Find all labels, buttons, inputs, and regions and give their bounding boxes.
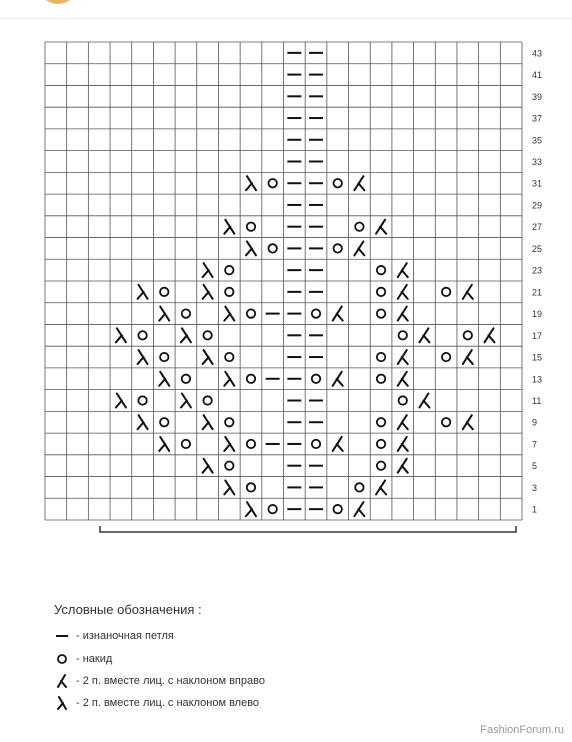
row-number: 5 xyxy=(532,461,538,472)
k2tog-right-symbol xyxy=(419,328,429,342)
yarn-over-symbol xyxy=(442,288,450,296)
k2tog-right-symbol xyxy=(333,437,343,451)
yarn-over-symbol xyxy=(377,375,385,383)
yarn-over-symbol xyxy=(377,309,385,317)
k2tog-left-symbol xyxy=(224,307,234,321)
yarn-over-symbol xyxy=(268,244,276,252)
legend-item-k2tog-left xyxy=(54,695,374,711)
k2tog-left-symbol xyxy=(246,502,256,516)
legend-text-k2tog-right: - 2 п. вместе лиц. с наклоном вправо xyxy=(76,675,265,687)
yarn-over-symbol xyxy=(312,309,320,317)
k2tog-left-symbol xyxy=(159,372,169,386)
k2tog-left-symbol xyxy=(224,437,234,451)
yarn-over-symbol xyxy=(182,440,190,448)
k2tog-right-symbol xyxy=(376,220,386,234)
k2tog-right-symbol xyxy=(398,263,408,277)
purl-icon xyxy=(54,628,76,644)
row-number: 19 xyxy=(532,309,543,320)
yarn-over-symbol xyxy=(355,483,363,491)
yarn-over-symbol xyxy=(442,418,450,426)
yarn-over-symbol xyxy=(160,288,168,296)
k2tog-right-symbol xyxy=(398,285,408,299)
row-number: 11 xyxy=(532,396,542,406)
repeat-bracket xyxy=(100,526,516,532)
k2tog-right-symbol xyxy=(398,307,408,321)
k2tog-left-symbol xyxy=(224,220,234,234)
yarn-over-symbol xyxy=(225,461,233,469)
yarn-over-symbol xyxy=(160,353,168,361)
row-number: 21 xyxy=(532,287,543,298)
yarn-over-symbol xyxy=(334,244,342,252)
yarn-over-symbol xyxy=(225,266,233,274)
yarn-over-symbol xyxy=(312,375,320,383)
k2tog-left-symbol xyxy=(181,394,191,408)
k2tog-right-symbol xyxy=(463,415,473,429)
yarn-over-symbol xyxy=(377,353,385,361)
row-number: 33 xyxy=(532,157,543,167)
k2tog-left-symbol xyxy=(246,241,256,255)
yarn-over-symbol xyxy=(247,375,255,383)
k2tog-left-icon xyxy=(54,695,76,711)
k2tog-left-symbol xyxy=(203,350,213,364)
k2tog-right-symbol xyxy=(398,415,408,429)
legend-text-purl: - изнаночная петля xyxy=(76,630,174,642)
yarn-over-symbol xyxy=(399,396,407,404)
k2tog-right-symbol xyxy=(354,502,364,516)
k2tog-left-symbol xyxy=(138,415,148,429)
k2tog-left-symbol xyxy=(203,285,213,299)
k2tog-right-symbol xyxy=(354,241,364,255)
k2tog-right-symbol xyxy=(484,328,494,342)
k2tog-left-symbol xyxy=(203,263,213,277)
yarn-over-symbol xyxy=(399,331,407,339)
yarn-over-symbol xyxy=(377,461,385,469)
legend-title: Условные обозначения : xyxy=(54,602,202,617)
k2tog-left-symbol xyxy=(181,328,191,342)
watermark: FashionForum.ru xyxy=(480,724,564,736)
k2tog-right-symbol xyxy=(398,350,408,364)
legend-text-k2tog-left: - 2 п. вместе лиц. с наклоном влево xyxy=(76,697,260,709)
yarn-over-symbol xyxy=(138,331,146,339)
yarn-over-symbol xyxy=(225,288,233,296)
yarn-over-symbol xyxy=(203,396,211,404)
yarn-over-symbol xyxy=(247,222,255,230)
k2tog-right-symbol xyxy=(463,350,473,364)
row-number: 15 xyxy=(532,352,543,363)
legend-text-yarn-over: - накид xyxy=(76,653,113,665)
yarn-over-symbol xyxy=(225,353,233,361)
k2tog-right-symbol xyxy=(398,459,408,473)
yarn-over-symbol xyxy=(268,179,276,187)
row-number: 29 xyxy=(532,200,543,211)
legend-item-purl xyxy=(54,628,374,644)
k2tog-left-symbol xyxy=(224,480,234,494)
yarn-over-symbol xyxy=(203,331,211,339)
k2tog-right-symbol xyxy=(398,372,408,386)
yarn-over-symbol xyxy=(464,331,472,339)
row-number: 39 xyxy=(532,91,543,102)
k2tog-left-symbol xyxy=(203,415,213,429)
yarn-over-symbol xyxy=(160,418,168,426)
yarn-over-symbol xyxy=(334,179,342,187)
yarn-over-symbol xyxy=(442,353,450,361)
k2tog-right-symbol xyxy=(354,176,364,190)
yarn-over-symbol xyxy=(334,505,342,513)
yarn-over-symbol xyxy=(377,440,385,448)
yarn-over-symbol xyxy=(225,418,233,426)
yarn-over-symbol xyxy=(377,418,385,426)
k2tog-left-symbol xyxy=(138,285,148,299)
row-number: 31 xyxy=(532,178,543,189)
yarn-over-icon xyxy=(54,651,76,667)
yarn-over-symbol xyxy=(182,375,190,383)
k2tog-left-symbol xyxy=(246,176,256,190)
row-number: 35 xyxy=(532,135,543,146)
k2tog-right-symbol xyxy=(376,480,386,494)
yarn-over-symbol xyxy=(268,505,276,513)
row-number: 9 xyxy=(532,417,538,428)
legend-item-k2tog-right xyxy=(54,673,374,689)
row-number: 37 xyxy=(532,113,543,124)
k2tog-left-symbol xyxy=(116,328,126,342)
k2tog-right-symbol xyxy=(333,307,343,321)
row-number: 25 xyxy=(532,243,543,254)
k2tog-left-symbol xyxy=(116,394,126,408)
k2tog-right-symbol xyxy=(419,394,429,408)
k2tog-left-symbol xyxy=(203,459,213,473)
row-number: 1 xyxy=(532,504,538,515)
row-number: 23 xyxy=(532,265,543,276)
yarn-over-symbol xyxy=(182,309,190,317)
yarn-over-symbol xyxy=(355,222,363,230)
k2tog-right-symbol xyxy=(398,437,408,451)
row-number: 3 xyxy=(532,482,538,493)
k2tog-right-icon xyxy=(54,673,76,689)
yarn-over-symbol xyxy=(247,483,255,491)
row-number: 43 xyxy=(532,48,543,59)
k2tog-right-symbol xyxy=(463,285,473,299)
yarn-over-symbol xyxy=(312,440,320,448)
row-number: 27 xyxy=(532,222,543,233)
row-number: 41 xyxy=(532,70,543,81)
k2tog-left-symbol xyxy=(159,307,169,321)
k2tog-right-symbol xyxy=(333,372,343,386)
yarn-over-symbol xyxy=(247,440,255,448)
yarn-over-symbol xyxy=(377,288,385,296)
legend-item-yarn-over xyxy=(54,651,374,667)
row-number: 7 xyxy=(532,439,538,450)
yarn-over-symbol xyxy=(377,266,385,274)
yarn-over-symbol xyxy=(247,309,255,317)
k2tog-left-symbol xyxy=(224,372,234,386)
row-number: 13 xyxy=(532,374,543,385)
k2tog-left-symbol xyxy=(138,350,148,364)
yarn-over-symbol xyxy=(138,396,146,404)
row-number: 17 xyxy=(532,330,543,341)
k2tog-left-symbol xyxy=(159,437,169,451)
